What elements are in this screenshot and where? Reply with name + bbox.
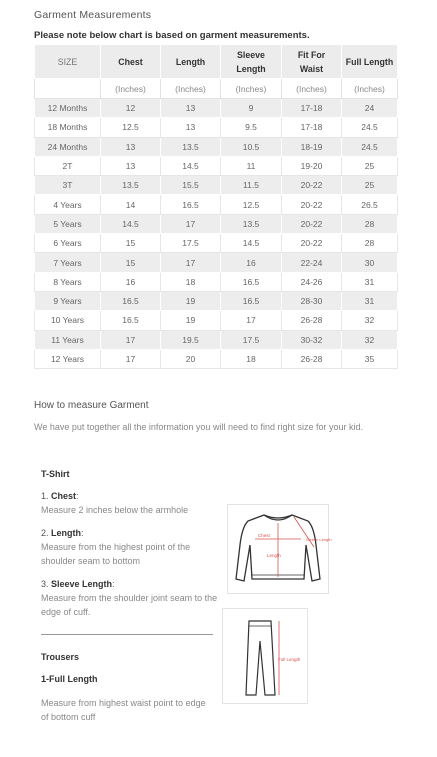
value-cell: 26-28 xyxy=(282,311,342,330)
value-cell: 17 xyxy=(161,253,221,272)
value-cell: 20 xyxy=(161,349,221,368)
tshirt-item-chest xyxy=(41,489,221,517)
value-cell: 24-26 xyxy=(282,272,342,291)
header-chest: Chest xyxy=(101,45,161,79)
item-number: 2. xyxy=(41,528,49,538)
table-row xyxy=(35,99,398,118)
trousers-measure-image xyxy=(222,608,308,704)
chart-note: Please note below chart is based on garment measurements. xyxy=(34,30,310,41)
value-cell: 24.5 xyxy=(342,137,398,156)
unit-cell: (Inches) xyxy=(221,79,282,99)
value-cell: 15 xyxy=(101,234,161,253)
unit-cell: (Inches) xyxy=(342,79,398,99)
value-cell: 11 xyxy=(221,156,282,175)
table-row xyxy=(35,272,398,291)
value-cell: 17-18 xyxy=(282,99,342,118)
value-cell: 15.5 xyxy=(161,176,221,195)
value-cell: 24.5 xyxy=(342,118,398,137)
value-cell: 25 xyxy=(342,176,398,195)
table-row xyxy=(35,195,398,214)
size-cell: 3T xyxy=(35,176,101,195)
table-row xyxy=(35,291,398,310)
value-cell: 12 xyxy=(101,99,161,118)
value-cell: 20-22 xyxy=(282,214,342,233)
item-desc: Measure from the highest point of the shoulder seam to bottom xyxy=(41,542,191,566)
value-cell: 9 xyxy=(221,99,282,118)
value-cell: 17.5 xyxy=(221,330,282,349)
size-cell: 4 Years xyxy=(35,195,101,214)
table-row xyxy=(35,118,398,137)
value-cell: 28 xyxy=(342,214,398,233)
value-cell: 17 xyxy=(221,311,282,330)
value-cell: 20-22 xyxy=(282,234,342,253)
size-cell: 11 Years xyxy=(35,330,101,349)
unit-cell xyxy=(35,79,101,99)
trousers-desc: Measure from highest waist point to edge of bottom cuff xyxy=(41,698,206,722)
value-cell: 30-32 xyxy=(282,330,342,349)
value-cell: 19 xyxy=(161,311,221,330)
size-cell: 5 Years xyxy=(35,214,101,233)
value-cell: 16.5 xyxy=(101,311,161,330)
value-cell: 13 xyxy=(161,99,221,118)
value-cell: 15 xyxy=(101,253,161,272)
item-number: 3. xyxy=(41,579,49,589)
table-row xyxy=(35,253,398,272)
value-cell: 25 xyxy=(342,156,398,175)
sweatshirt-icon xyxy=(228,505,332,593)
value-cell: 26-28 xyxy=(282,349,342,368)
value-cell: 20-22 xyxy=(282,176,342,195)
item-suffix: : xyxy=(81,528,84,538)
item-suffix: : xyxy=(76,491,79,501)
value-cell: 13.5 xyxy=(161,137,221,156)
table-row xyxy=(35,234,398,253)
value-cell: 17 xyxy=(101,330,161,349)
unit-cell: (Inches) xyxy=(282,79,342,99)
size-cell: 12 Months xyxy=(35,99,101,118)
howto-heading: How to measure Garment xyxy=(34,400,149,411)
table-row xyxy=(35,330,398,349)
value-cell: 30 xyxy=(342,253,398,272)
tshirt-item-length xyxy=(41,526,221,568)
value-cell: 18-19 xyxy=(282,137,342,156)
sleeve-label: Sleeve Length xyxy=(306,537,332,542)
value-cell: 28 xyxy=(342,234,398,253)
value-cell: 19-20 xyxy=(282,156,342,175)
value-cell: 17.5 xyxy=(161,234,221,253)
value-cell: 16 xyxy=(101,272,161,291)
value-cell: 13.5 xyxy=(221,214,282,233)
header-length: Length xyxy=(161,45,221,79)
value-cell: 18 xyxy=(221,349,282,368)
unit-cell: (Inches) xyxy=(161,79,221,99)
value-cell: 19.5 xyxy=(161,330,221,349)
value-cell: 32 xyxy=(342,330,398,349)
value-cell: 14.5 xyxy=(161,156,221,175)
value-cell: 13 xyxy=(101,156,161,175)
value-cell: 17-18 xyxy=(282,118,342,137)
howto-intro: We have put together all the information you will need to find right size for your kid. xyxy=(34,422,364,432)
value-cell: 18 xyxy=(161,272,221,291)
value-cell: 35 xyxy=(342,349,398,368)
value-cell: 22-24 xyxy=(282,253,342,272)
value-cell: 10.5 xyxy=(221,137,282,156)
value-cell: 31 xyxy=(342,291,398,310)
table-row xyxy=(35,156,398,175)
item-desc: Measure 2 inches below the armhole xyxy=(41,505,189,515)
table-row xyxy=(35,349,398,368)
value-cell: 26.5 xyxy=(342,195,398,214)
value-cell: 16.5 xyxy=(161,195,221,214)
size-cell: 7 Years xyxy=(35,253,101,272)
item-label: Chest xyxy=(51,491,77,501)
value-cell: 19 xyxy=(161,291,221,310)
units-row xyxy=(35,79,398,99)
value-cell: 12.5 xyxy=(221,195,282,214)
table-row xyxy=(35,137,398,156)
size-cell: 6 Years xyxy=(35,234,101,253)
size-cell: 2T xyxy=(35,156,101,175)
item-suffix: : xyxy=(112,579,115,589)
value-cell: 17 xyxy=(161,214,221,233)
value-cell: 11.5 xyxy=(221,176,282,195)
value-cell: 13 xyxy=(161,118,221,137)
value-cell: 17 xyxy=(101,349,161,368)
size-cell: 10 Years xyxy=(35,311,101,330)
item-desc: Measure from the shoulder joint seam to the edge of cuff. xyxy=(41,593,218,617)
value-cell: 14.5 xyxy=(221,234,282,253)
value-cell: 13.5 xyxy=(101,176,161,195)
trousers-title: Trousers xyxy=(41,652,80,662)
section-divider xyxy=(41,634,213,635)
value-cell: 14 xyxy=(101,195,161,214)
tshirt-measure-image xyxy=(227,504,332,594)
value-cell: 12.5 xyxy=(101,118,161,137)
trousers-item-full-length: 1-Full Length xyxy=(41,674,98,684)
value-cell: 16.5 xyxy=(221,291,282,310)
header-sleeve-length: Sleeve Length xyxy=(221,45,282,79)
size-cell: 9 Years xyxy=(35,291,101,310)
size-cell: 12 Years xyxy=(35,349,101,368)
item-label: Sleeve Length xyxy=(51,579,113,589)
unit-cell: (Inches) xyxy=(101,79,161,99)
table-row xyxy=(35,311,398,330)
value-cell: 13 xyxy=(101,137,161,156)
value-cell: 32 xyxy=(342,311,398,330)
trousers-icon xyxy=(223,609,307,703)
size-cell: 8 Years xyxy=(35,272,101,291)
size-chart-table xyxy=(34,44,398,369)
value-cell: 20-22 xyxy=(282,195,342,214)
item-number: 1. xyxy=(41,491,49,501)
value-cell: 14.5 xyxy=(101,214,161,233)
table-row xyxy=(35,176,398,195)
length-label: Length xyxy=(267,553,281,558)
value-cell: 31 xyxy=(342,272,398,291)
tshirt-item-sleeve xyxy=(41,577,221,619)
value-cell: 16 xyxy=(221,253,282,272)
page-title: Garment Measurements xyxy=(34,9,152,21)
chest-label: Chest xyxy=(258,533,270,538)
item-label: Length xyxy=(51,528,82,538)
size-cell: 24 Months xyxy=(35,137,101,156)
value-cell: 9.5 xyxy=(221,118,282,137)
size-cell: 18 Months xyxy=(35,118,101,137)
value-cell: 28-30 xyxy=(282,291,342,310)
header-fit-for-waist: Fit For Waist xyxy=(282,45,342,79)
value-cell: 24 xyxy=(342,99,398,118)
header-full-length: Full Length xyxy=(342,45,398,79)
table-row xyxy=(35,214,398,233)
value-cell: 16.5 xyxy=(221,272,282,291)
header-size: SIZE xyxy=(35,45,101,79)
tshirt-title: T-Shirt xyxy=(41,469,70,479)
full-length-label: Full Length xyxy=(278,657,301,662)
value-cell: 16.5 xyxy=(101,291,161,310)
